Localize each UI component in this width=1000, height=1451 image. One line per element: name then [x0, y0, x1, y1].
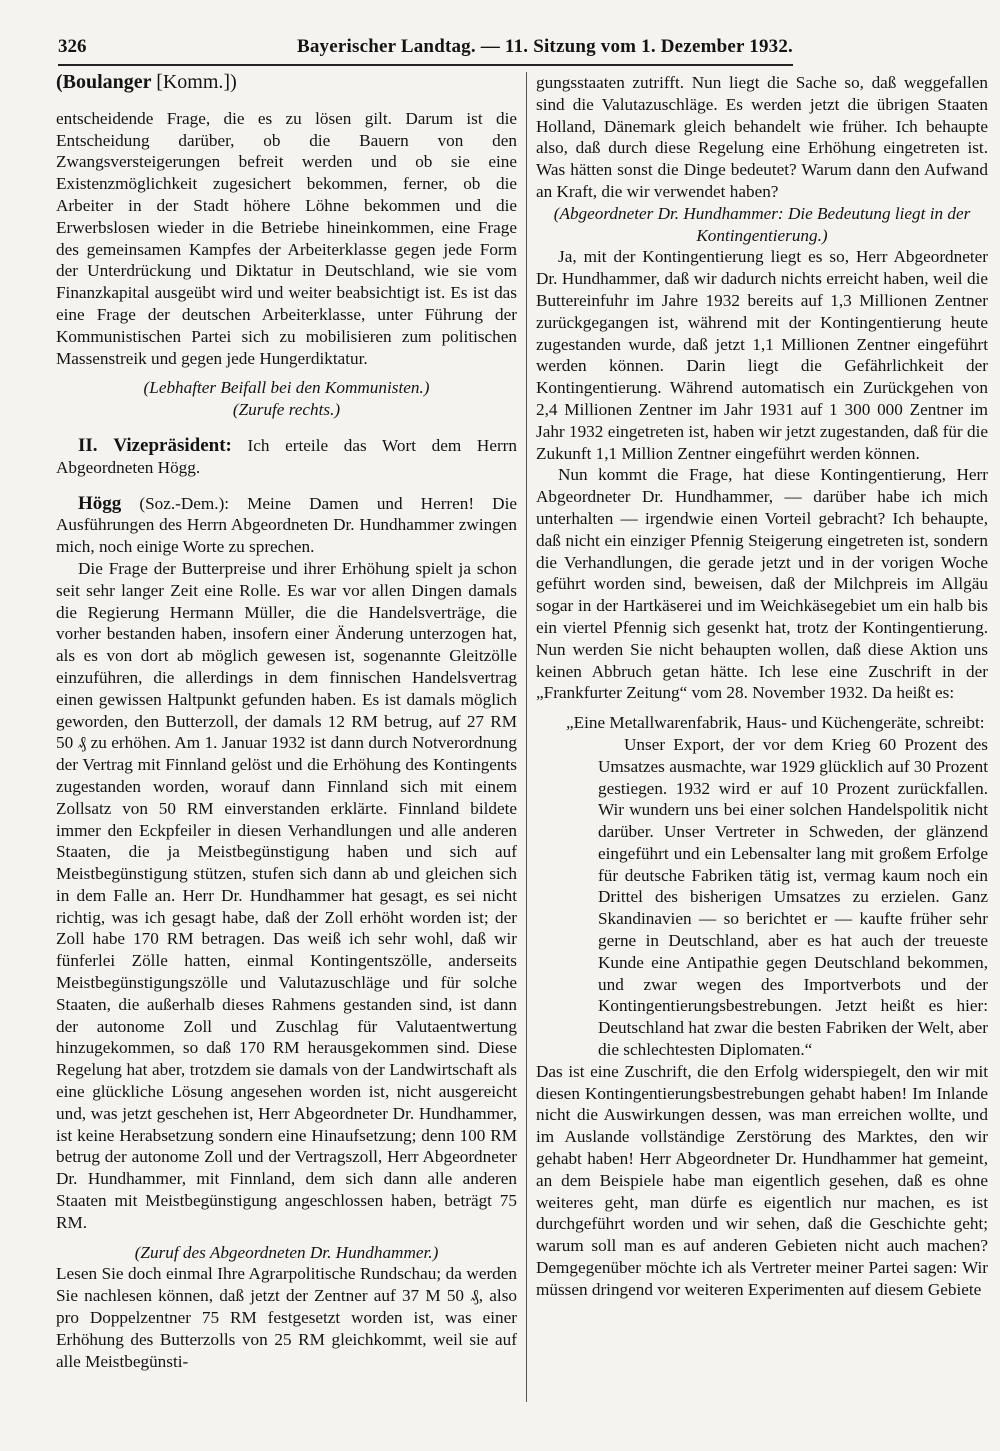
- interjection: (Zuruf des Abgeordneten Dr. Hundhammer.): [134, 1242, 439, 1262]
- quote-block: Unser Export, der vor dem Krieg 60 Prozent des Umsatzes ausmachte, war 1929 glücklich auf 30 Prozent gestiegen. 1932 wird er auf 10 Prozent zurückfallen. Wir wundern uns bei einer solchen Handelspolitik nicht darüber. Unser Vertreter in Schweden, der glänzend eingeführt und ein Lebensalter lang mit großem Erfolge für deutsche Fabriken tätig ist, vermag kaum noch ein Drittel des bisherigen Umsatzes zu erzielen. Ganz Skandinavien — so berichtet er — kaufte früher sehr gerne in Deutschland, aber es hat auch der treueste Kunde eine Antipathie gegen Deutschland bekommen, und zwar wegen des Importverbots und der Kontingentierungsbestrebungen. Jetzt heißt es hier: Deutschland hat zwar die besten Fabriken der Welt, aber die schlechtesten Diplomaten.“: [598, 734, 988, 1060]
- paragraph: Das ist eine Zuschrift, die den Erfolg widerspiegelt, den wir mit diesen Kontingentierungsbestrebungen gehabt haben! Im Inlande nicht die Auswirkungen dessen, was man erreichen wollte, und im Auslande vollständige Zerstörung des Marktes, den wir gehabt haben! Herr Abgeordneter Dr. Hundhammer hat gemeint, an dem Beispiele habe man eigentlich gesehen, daß es ohne weiteres geht, man dürfe es eigentlich nur machen, es ist durchgeführt worden und wir sehen, daß die Geschichte geht; warum soll man es auf anderen Gebieten nicht auch machen? Demgegenüber möchte ich als Vertreter meiner Partei sagen: Wir müssen dringend vor weiteren Experimenten auf diesem Gebiete: [536, 1061, 988, 1299]
- speech-text: (Soz.-Dem.): Meine Damen und Herren! Die Ausführungen des Herrn Abgeordneten Dr. Hundhammer zwingen mich, noch einige Worte zu sprechen.: [56, 493, 517, 557]
- speaker-party: [Komm.]): [156, 71, 237, 93]
- speaker-name: II. Vizepräsident:: [78, 434, 232, 456]
- page-header: [58, 36, 793, 66]
- running-head: Bayerischer Landtag. — 11. Sitzung vom 1. Dezember 1932.: [296, 36, 793, 57]
- page-number: 326: [58, 36, 87, 57]
- paragraph: entscheidende Frage, die es zu lösen gilt. Darum ist die Entscheidung darüber, ob die Bauern von den Zwangsversteigerungen befreit werden und ob sie eine Existenzmöglichkeit zugesichert bekommen, ferner, ob die Arbeiter in der Stadt höhere Löhne bekommen und die Erwerbslosen wieder in die Betriebe hineinkommen, eine Frage des gemeinsamen Kampfes der Arbeiterklasse gegen jede Form der Unterdrückung und Diktatur in Deutschland, wie sie vom Finanzkapital ausgeübt wird und weiter beabsichtigt ist. Es ist das eine Frage der deutschen Arbeiterklasse, unter Führung der Kommunistischen Partei sich zu mobilisieren zum politischen Massenstreik und gegen jede Hungerdiktatur.: [56, 108, 517, 368]
- interjection: (Abgeordneter Dr. Hundhammer: Die Bedeutung liegt in der Kontingentierung.): [553, 203, 971, 245]
- paragraph: Die Frage der Butterpreise und ihrer Erhöhung spielt ja schon seit sehr langer Zeit eine Rolle. Es war vor allen Dingen damals die Regierung Hermann Müller, die die Handelsverträge, die vorher bestanden haben, insofern einer Änderung unterzogen hat, als es von dort ab möglich gewesen ist, sogenannte Gleitzölle einzuführen, die allerdings in dem finnischen Handelsvertrag einen gewissen Haltpunkt gefunden haben. Es ist damals möglich geworden, den Butterzoll, der damals 12 RM betrug, auf 27 RM 50 ₰ zu erhöhen. Am 1. Januar 1932 ist dann durch Notverordnung der Vertrag mit Finnland gelöst und die Erhöhung des Kontingents zugestanden worden, worauf dann Finnland sich mit einem Zollsatz von 50 RM einverstanden erklärte. Finnland bildete immer den Eckpfeiler in diesen Verhandlungen und alle anderen Staaten, die ja Meistbegünstigung haben und sich auf Meistbegünstigung stützen, stufen sich dann ab und gleichen sich in dem Falle an. Herr Dr. Hundhammer hat gesagt, es sei nicht richtig, was ich gesagt habe, daß der Zoll erhöht worden ist; der Zoll habe 170 RM betragen. Das weiß ich sehr wohl, daß wir fünferlei Zölle hatten, einmal Kontingentszölle, anderseits Meistbegünstigungszölle und Valutazuschläge und für solche Staaten, die außerhalb dieses Rahmens gestanden sind, ist dann der autonome Zoll und Zuschlag für Valutaentwertung hinzugekommen, so daß 170 RM herausgekommen sind. Diese Regelung hat aber, trotzdem sie damals von der Landwirtschaft als eine glückliche Lösung angesehen worden ist, nicht ausgereicht und, was jetzt geschehen ist, Herr Abgeordneter Dr. Hundhammer, ist keine Herabsetzung sondern eine Hinaufsetzung; denn 100 RM betrug der autonome Zoll und der Vertragszoll, Herr Abgeordneter Dr. Hundhammer, mit Finnland, dem sich dann alle anderen Staaten mit Meistbegünstigung angeschlossen haben, beträgt 75 RM.: [56, 558, 517, 1232]
- paragraph: Lesen Sie doch einmal Ihre Agrarpolitische Rundschau; da werden Sie nachlesen können, daß jetzt der Zentner auf 37 M 50 ₰, also pro Doppelzentner 75 RM festgesetzt worden ist, was einer Erhöhung des Butterzolls von 25 RM gleichkommt, weil sie auf alle Meistbegünsti-: [56, 1264, 517, 1371]
- speaker-name: (Boulanger: [56, 71, 152, 93]
- speaker-paragraph: [56, 493, 517, 558]
- paragraph: Nun kommt die Frage, hat diese Kontingentierung, Herr Abgeordneter Dr. Hundhammer, — darüber habe ich mich unterhalten — irgendwie einen Vorteil gebracht? Ich behaupte, daß nicht ein einziger Pfennig Steigerung eingetreten ist, sondern die Verhandlungen, die gerade jetzt und in der vorigen Woche geführt worden sind, beweisen, daß der Milchpreis im Allgäu sogar in der Hartkäserei und im Weichkäsegebiet um ein halb bis ein viertel Pfennig sich gesenkt hat, trotz der Kontingentierung. Nun werden Sie nicht behaupten wollen, daß diese Aktion uns keinen Abbruch getan hätte. Ich lese eine Zuschrift in der „Frankfurter Zeitung“ vom 28. November 1932. Da heißt es:: [536, 465, 988, 703]
- speaker-continuation-heading: [56, 72, 517, 94]
- interjection: (Zurufe rechts.): [232, 400, 341, 420]
- column-divider: [526, 72, 527, 1402]
- paragraph: Ja, mit der Kontingentierung liegt es so, Herr Abgeordneter Dr. Hundhammer, daß wir dadurch nichts erreicht haben, weil die Buttereinfuhr im Jahre 1932 bereits auf 1,3 Millionen Zentner zurückgegangen ist, während mit der Kontingentierung heute zugestanden wurde, daß jetzt 1,1 Millionen Zentner eingeführt werden können. Darin liegt die Gefährlichkeit der Kontingentierung. Während automatisch ein Zurückgehen von 2,4 Millionen Zentner im Jahr 1931 auf 1 300 000 Zentner im Jahr 1932 eingetreten ist, haben wir jetzt zugestanden, daß für die Zukunft 1,1 Million Zentner eingeführt werden können.: [536, 247, 988, 463]
- right-column: [536, 72, 988, 1301]
- paragraph: gungsstaaten zutrifft. Nun liegt die Sache so, daß weggefallen sind die Valutazuschläge. Es werden jetzt die übrigen Staaten Holland, Dänemark gleich behandelt wie früher. Ich behaupte also, daß durch diese Regelung eine Erhöhung eingetreten ist. Was hätten sonst die Dinge bedeutet? Warum dann den Aufwand an Kraft, die wir verwendet haben?: [536, 73, 988, 201]
- interjection: (Lebhafter Beifall bei den Kommunisten.): [143, 378, 430, 398]
- speaker-paragraph: [56, 435, 517, 479]
- speech-text: Ich erteile das Wort dem Herrn Abgeordneten Högg.: [56, 435, 517, 477]
- quote-intro: „Eine Metallwarenfabrik, Haus- und Küchengeräte, schreibt:: [566, 713, 985, 733]
- left-column: [56, 72, 517, 1372]
- speaker-name: Högg: [78, 492, 122, 514]
